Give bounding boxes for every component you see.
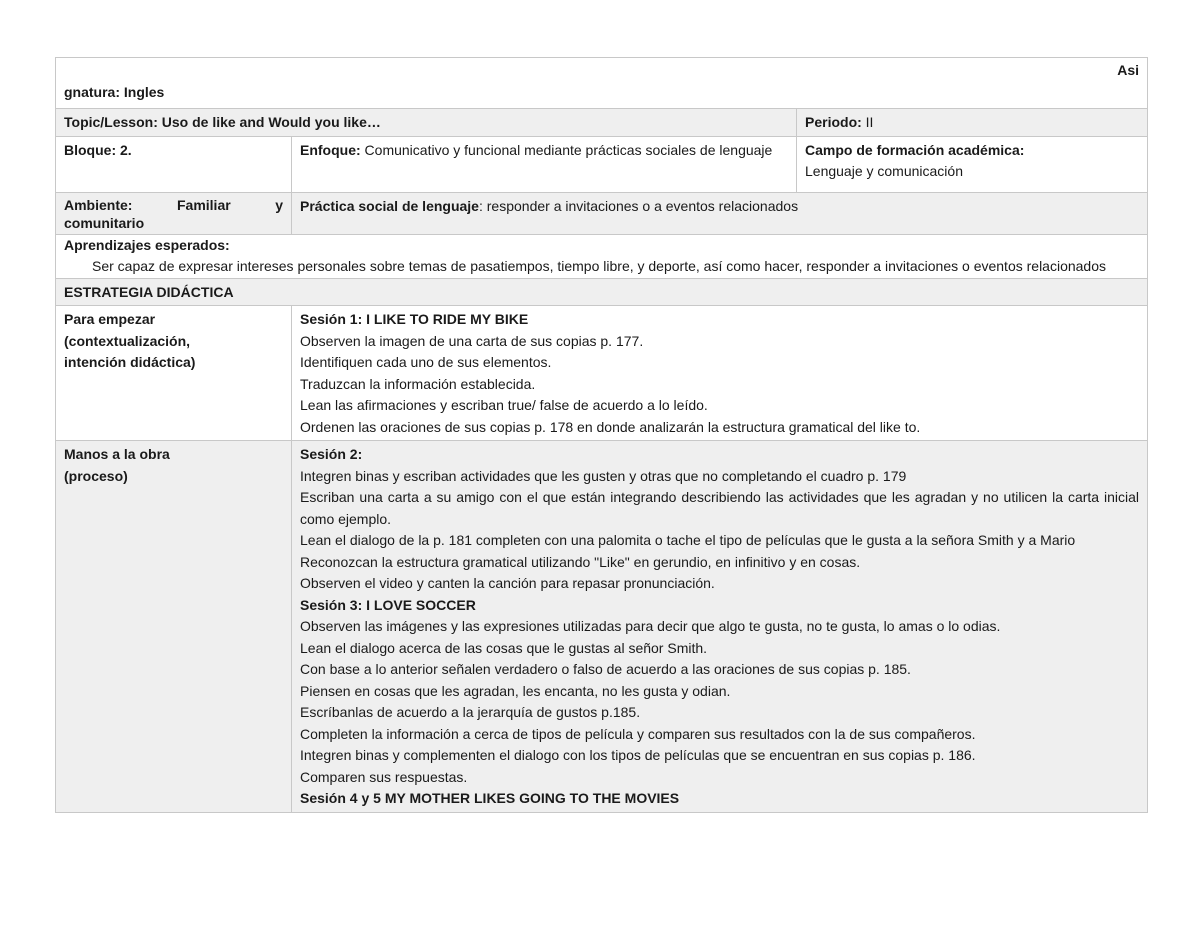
campo-cell bbox=[797, 136, 1148, 192]
session-3-line: Comparen sus respuestas. bbox=[300, 768, 468, 785]
para-empezar-label-cell bbox=[56, 306, 292, 441]
para-empezar-label-2: (contextualización, bbox=[64, 332, 191, 349]
periodo-cell bbox=[797, 109, 1148, 137]
aprendizajes-label: Aprendizajes esperados: bbox=[64, 236, 230, 253]
session-4-5-title: Sesión 4 y 5 MY MOTHER LIKES GOING TO THE MOVIES bbox=[300, 790, 680, 806]
asignatura-bottom-text: gnatura: Ingles bbox=[64, 83, 165, 100]
asignatura-top-text: Asi bbox=[1117, 62, 1140, 78]
session-1-line: Lean las afirmaciones y escriban true/ false de acuerdo a lo leído. bbox=[300, 397, 708, 413]
session-1-line: Identifiquen cada uno de sus elementos. bbox=[300, 354, 552, 370]
enfoque-value: Comunicativo y funcional mediante prácticas sociales de lenguaje bbox=[360, 141, 773, 158]
para-empezar-row bbox=[56, 306, 1148, 441]
estrategia-row bbox=[56, 278, 1148, 306]
manos-obra-content-cell bbox=[292, 441, 1148, 813]
ambiente-cell: Ambiente: Familiar y comunitario bbox=[56, 192, 292, 234]
session-1-title: Sesión 1: I LIKE TO RIDE MY BIKE bbox=[300, 311, 529, 327]
periodo-value: II bbox=[861, 114, 874, 130]
session-3-line: Escríbanlas de acuerdo a la jerarquía de gustos p.185. bbox=[300, 704, 641, 720]
manos-obra-row bbox=[56, 441, 1148, 813]
enfoque-label: Enfoque: bbox=[300, 141, 361, 158]
session-2-line: Observen el video y canten la canción para repasar pronunciación. bbox=[300, 575, 715, 591]
aprendizajes-row bbox=[56, 234, 1148, 278]
session-1-line: Traduzcan la información establecida. bbox=[300, 375, 536, 392]
practica-label: Práctica social de lenguaje bbox=[300, 197, 479, 214]
session-2-line: Integren binas y escriban actividades que les gusten y otras que no completando el cuadro p. 179 bbox=[300, 467, 907, 484]
asignatura-row bbox=[56, 58, 1148, 109]
estrategia-cell: ESTRATEGIA DIDÁCTICA bbox=[56, 278, 1148, 306]
session-3-line: Integren binas y complementen el dialogo con los tipos de películas que se encuentran en sus copias p. 186. bbox=[300, 747, 976, 763]
periodo-label: Periodo: bbox=[805, 114, 862, 130]
bloque-row bbox=[56, 136, 1148, 192]
manos-obra-label-1: Manos a la obra bbox=[64, 446, 170, 462]
lesson-plan-table bbox=[55, 57, 1148, 813]
session-2-title: Sesión 2: bbox=[300, 446, 363, 462]
ambiente-row bbox=[56, 192, 1148, 234]
aprendizajes-text: Ser capaz de expresar intereses personales sobre temas de pasatiempos, tiempo libre, y deporte, así como hacer, responder a invitaciones o eventos relacionados bbox=[92, 258, 1107, 274]
session-3-line: Con base a lo anterior señalen verdadero o falso de acuerdo a las oraciones de sus copias p. 185. bbox=[300, 661, 911, 677]
topic-row bbox=[56, 109, 1148, 137]
asignatura-cell bbox=[56, 58, 1148, 109]
campo-label: Campo de formación académica: bbox=[805, 141, 1025, 158]
session-1-line: Observen la imagen de una carta de sus copias p. 177. bbox=[300, 332, 644, 349]
session-3-line: Piensen en cosas que les agradan, les encanta, no les gusta y odian. bbox=[300, 682, 731, 699]
session-3-line: Observen las imágenes y las expresiones utilizadas para decir que algo te gusta, no te gusta, lo amas o lo odias. bbox=[300, 618, 1001, 634]
session-3-line: Lean el dialogo acerca de las cosas que le gustas al señor Smith. bbox=[300, 639, 708, 656]
session-1-line: Ordenen las oraciones de sus copias p. 178 en donde analizarán la estructura gramatical del like to. bbox=[300, 418, 921, 435]
para-empezar-label-3: intención didáctica) bbox=[64, 354, 196, 370]
manos-obra-label-2: (proceso) bbox=[64, 467, 128, 484]
para-empezar-label-1: Para empezar bbox=[64, 311, 156, 327]
session-2-line: Escriban una carta a su amigo con el que están integrando describiendo las actividades que les agradan y no utilicen la carta inicial como ejemplo. bbox=[300, 489, 1140, 527]
practica-cell bbox=[292, 192, 1148, 234]
campo-value: Lenguaje y comunicación bbox=[805, 163, 963, 179]
topic-cell: Topic/Lesson: Uso de like and Would you like… bbox=[56, 109, 797, 137]
session-2-line: Lean el dialogo de la p. 181 completen con una palomita o tache el tipo de películas que le gusta a la señora Smith y a Mario bbox=[300, 532, 1076, 548]
enfoque-cell bbox=[292, 136, 797, 192]
bloque-cell: Bloque: 2. bbox=[56, 136, 292, 192]
para-empezar-content-cell bbox=[292, 306, 1148, 441]
session-3-title: Sesión 3: I LOVE SOCCER bbox=[300, 596, 476, 613]
practica-value: : responder a invitaciones o a eventos relacionados bbox=[478, 197, 799, 214]
aprendizajes-cell bbox=[56, 234, 1148, 278]
manos-obra-label-cell bbox=[56, 441, 292, 813]
session-2-line: Reconozcan la estructura gramatical utilizando "Like" en gerundio, en infinitivo y en cosas. bbox=[300, 553, 861, 570]
session-3-line: Completen la información a cerca de tipos de película y comparen sus resultados con la de sus compañeros. bbox=[300, 725, 976, 742]
